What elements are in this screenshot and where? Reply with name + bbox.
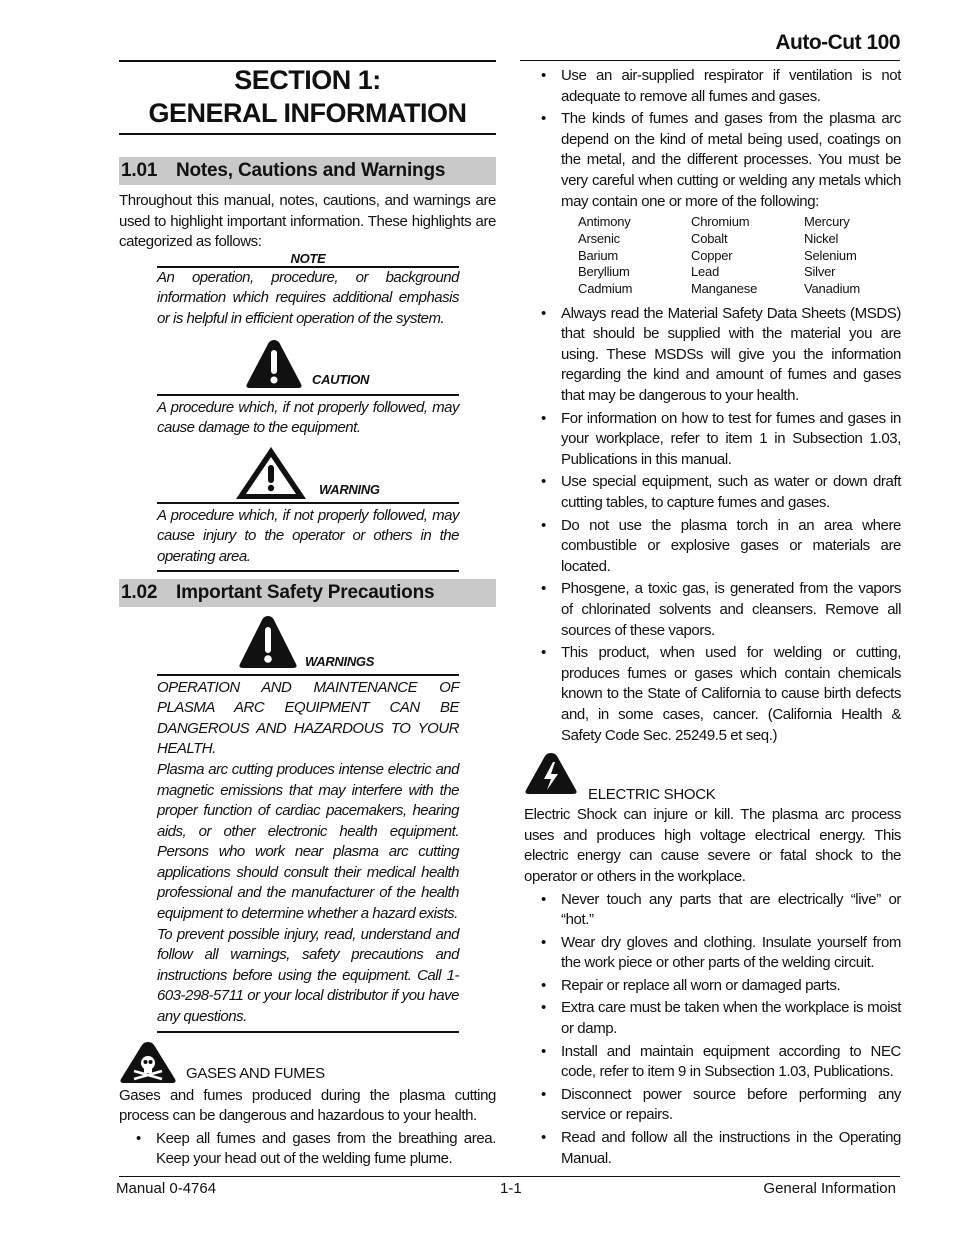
gases-heading-row: [119, 1035, 496, 1085]
caution-text: A procedure which, if not properly followed, may cause damage to the equipment.: [157, 398, 459, 437]
note-text: An operation, procedure, or background information which requires additional emphasis or is helpful in efficient operation of the system.: [157, 268, 459, 327]
metal-item: Mercury: [804, 214, 850, 230]
list-item: • Repair or replace all worn or damaged parts.: [524, 976, 901, 997]
metal-item: Barium: [578, 247, 618, 263]
list-item: • Install and maintain equipment according to NEC code, refer to item 9 in Subsection 1.03, Publications.: [524, 1042, 901, 1083]
subsection-title: Important Safety Precautions: [176, 581, 435, 603]
section-title-box: [119, 60, 496, 135]
metal-item: Beryllium: [578, 264, 630, 280]
list-item: • Disconnect power source before performing any service or repairs.: [524, 1085, 901, 1126]
warnings-paragraph-3: To prevent possible injury, read, understand and follow all warnings, safety precautions and instructions before using the equipment. Call 1-603-298-5711 or your local distributor if you have any questions.: [157, 925, 459, 1026]
list-item: • Phosgene, a toxic gas, is generated from the vapors of chlorinated solvents and cleansers. Remove all sources of these vapors.: [524, 579, 901, 641]
gases-bullets-right-a: [524, 66, 901, 212]
warnings-label: WARNINGS: [305, 653, 375, 669]
skull-crossbones-icon: [119, 1041, 177, 1090]
metal-item: Silver: [804, 264, 836, 280]
subsection-heading-1-01: [119, 157, 496, 185]
warning-label: WARNING: [319, 481, 380, 497]
metal-item: Cadmium: [578, 280, 633, 296]
gases-intro: Gases and fumes produced during the plasma cutting process can be dangerous and hazardous to your health.: [119, 1086, 496, 1125]
caution-label: CAUTION: [312, 371, 370, 387]
list-item: • This product, when used for welding or cutting, produces fumes or gases which contain chemicals known to the State of California to cause birth defects and, in some cases, cancer. (California Health & Safety Code Sec. 25249.5 et seq.): [524, 643, 901, 746]
footer-manual-number: Manual 0-4764: [116, 1180, 217, 1197]
warnings-paragraph-1: OPERATION AND MAINTENANCE OF PLASMA ARC EQUIPMENT CAN BE DANGEROUS AND HAZARDOUS TO YOUR HEALTH.: [157, 678, 459, 758]
list-item: • Never touch any parts that are electrically “live” or “hot.”: [524, 890, 901, 931]
metal-item: Manganese: [691, 280, 758, 296]
list-item: • Always read the Material Safety Data Sheets (MSDS) that should be supplied with the material you are using. These MSDSs will give you the information regarding the kind and amount of fumes and gases that may be dangerous to your health.: [524, 304, 901, 407]
warnings-block: [157, 614, 459, 1033]
metal-item: Vanadium: [804, 280, 860, 296]
electric-shock-icon: [524, 752, 578, 801]
list-item: • Do not use the plasma torch in an area where combustible or explosive gases or materials are located.: [524, 516, 901, 578]
header-rule: [520, 60, 900, 61]
caution-triangle-icon: [245, 338, 303, 390]
shock-intro: Electric Shock can injure or kill. The plasma arc process uses and produces high voltage electrical energy. This electric energy can cause severe or fatal shock to the operator or others in the workplace.: [524, 806, 901, 885]
footer-section-name: General Information: [763, 1180, 896, 1197]
shock-heading-row: [524, 750, 901, 804]
metal-item: Cobalt: [691, 230, 728, 246]
warning-triangle-icon: [234, 445, 308, 501]
subsection-number: 1.02: [121, 581, 158, 603]
metals-list: [578, 214, 901, 298]
header-title: Auto-Cut 100: [775, 31, 900, 54]
intro-paragraph: Throughout this manual, notes, cautions, and warnings are used to highlight important information. These highlights are categorized as follows:: [119, 192, 496, 251]
list-item: • Use special equipment, such as water or down draft cutting tables, to capture fumes and gases.: [524, 472, 901, 513]
subsection-number: 1.01: [121, 160, 158, 181]
list-item: • Read and follow all the instructions in the Operating Manual.: [524, 1128, 901, 1169]
note-label: NOTE: [290, 250, 326, 266]
metal-item: Antimony: [578, 214, 631, 230]
caution-block: [157, 336, 459, 439]
metal-item: Arsenic: [578, 230, 620, 246]
section-title: GENERAL INFORMATION: [148, 98, 467, 128]
list-item: • For information on how to test for fumes and gases in your workplace, refer to item 1 in Subsection 1.03, Publications in this manual.: [524, 409, 901, 471]
right-column: [524, 66, 901, 1171]
subsection-heading-1-02: [119, 579, 496, 607]
gases-bullets-right-b: [524, 304, 901, 746]
left-column: [119, 60, 496, 1172]
list-item: • Use an air-supplied respirator if ventilation is not adequate to remove all fumes and gases.: [524, 66, 901, 107]
footer-rule: [119, 1176, 900, 1177]
metal-item: Nickel: [804, 230, 839, 246]
list-item: • Extra care must be taken when the workplace is moist or damp.: [524, 998, 901, 1039]
subsection-title: Notes, Cautions and Warnings: [176, 160, 446, 181]
note-block: [157, 251, 459, 330]
gases-bullets-left: [119, 1129, 496, 1170]
warning-text: A procedure which, if not properly followed, may cause injury to the operator or others in the operating area.: [157, 506, 459, 565]
list-item: • Keep all fumes and gases from the breathing area. Keep your head out of the welding fume plume.: [119, 1129, 496, 1170]
gases-heading: GASES AND FUMES: [186, 1064, 325, 1082]
metal-item: Copper: [691, 247, 733, 263]
warnings-paragraph-2: Plasma arc cutting produces intense electric and magnetic emissions that may interfere with the proper function of cardiac pacemakers, hearing aids, or other electronic health equipment. Persons who work near plasma arc cutting applications should consult their medical health professional and the manufacturer of the health equipment to determine whether a hazard exists.: [157, 760, 459, 923]
list-item: • Wear dry gloves and clothing. Insulate yourself from the work piece or other parts of the welding circuit.: [524, 933, 901, 974]
section-number: SECTION 1:: [234, 65, 381, 95]
warnings-triangle-icon: [238, 614, 298, 670]
metal-item: Lead: [691, 264, 720, 280]
warning-block: [157, 444, 459, 572]
shock-heading: ELECTRIC SHOCK: [588, 786, 716, 804]
footer-page-number: 1-1: [500, 1180, 522, 1197]
metal-item: Chromium: [691, 214, 750, 230]
shock-bullets: [524, 890, 901, 1170]
metal-item: Selenium: [804, 247, 857, 263]
list-item: • The kinds of fumes and gases from the plasma arc depend on the kind of metal being used, coatings on the metal, and the different processes. You must be very careful when cutting or welding any metals which may contain one or more of the following:: [524, 109, 901, 212]
